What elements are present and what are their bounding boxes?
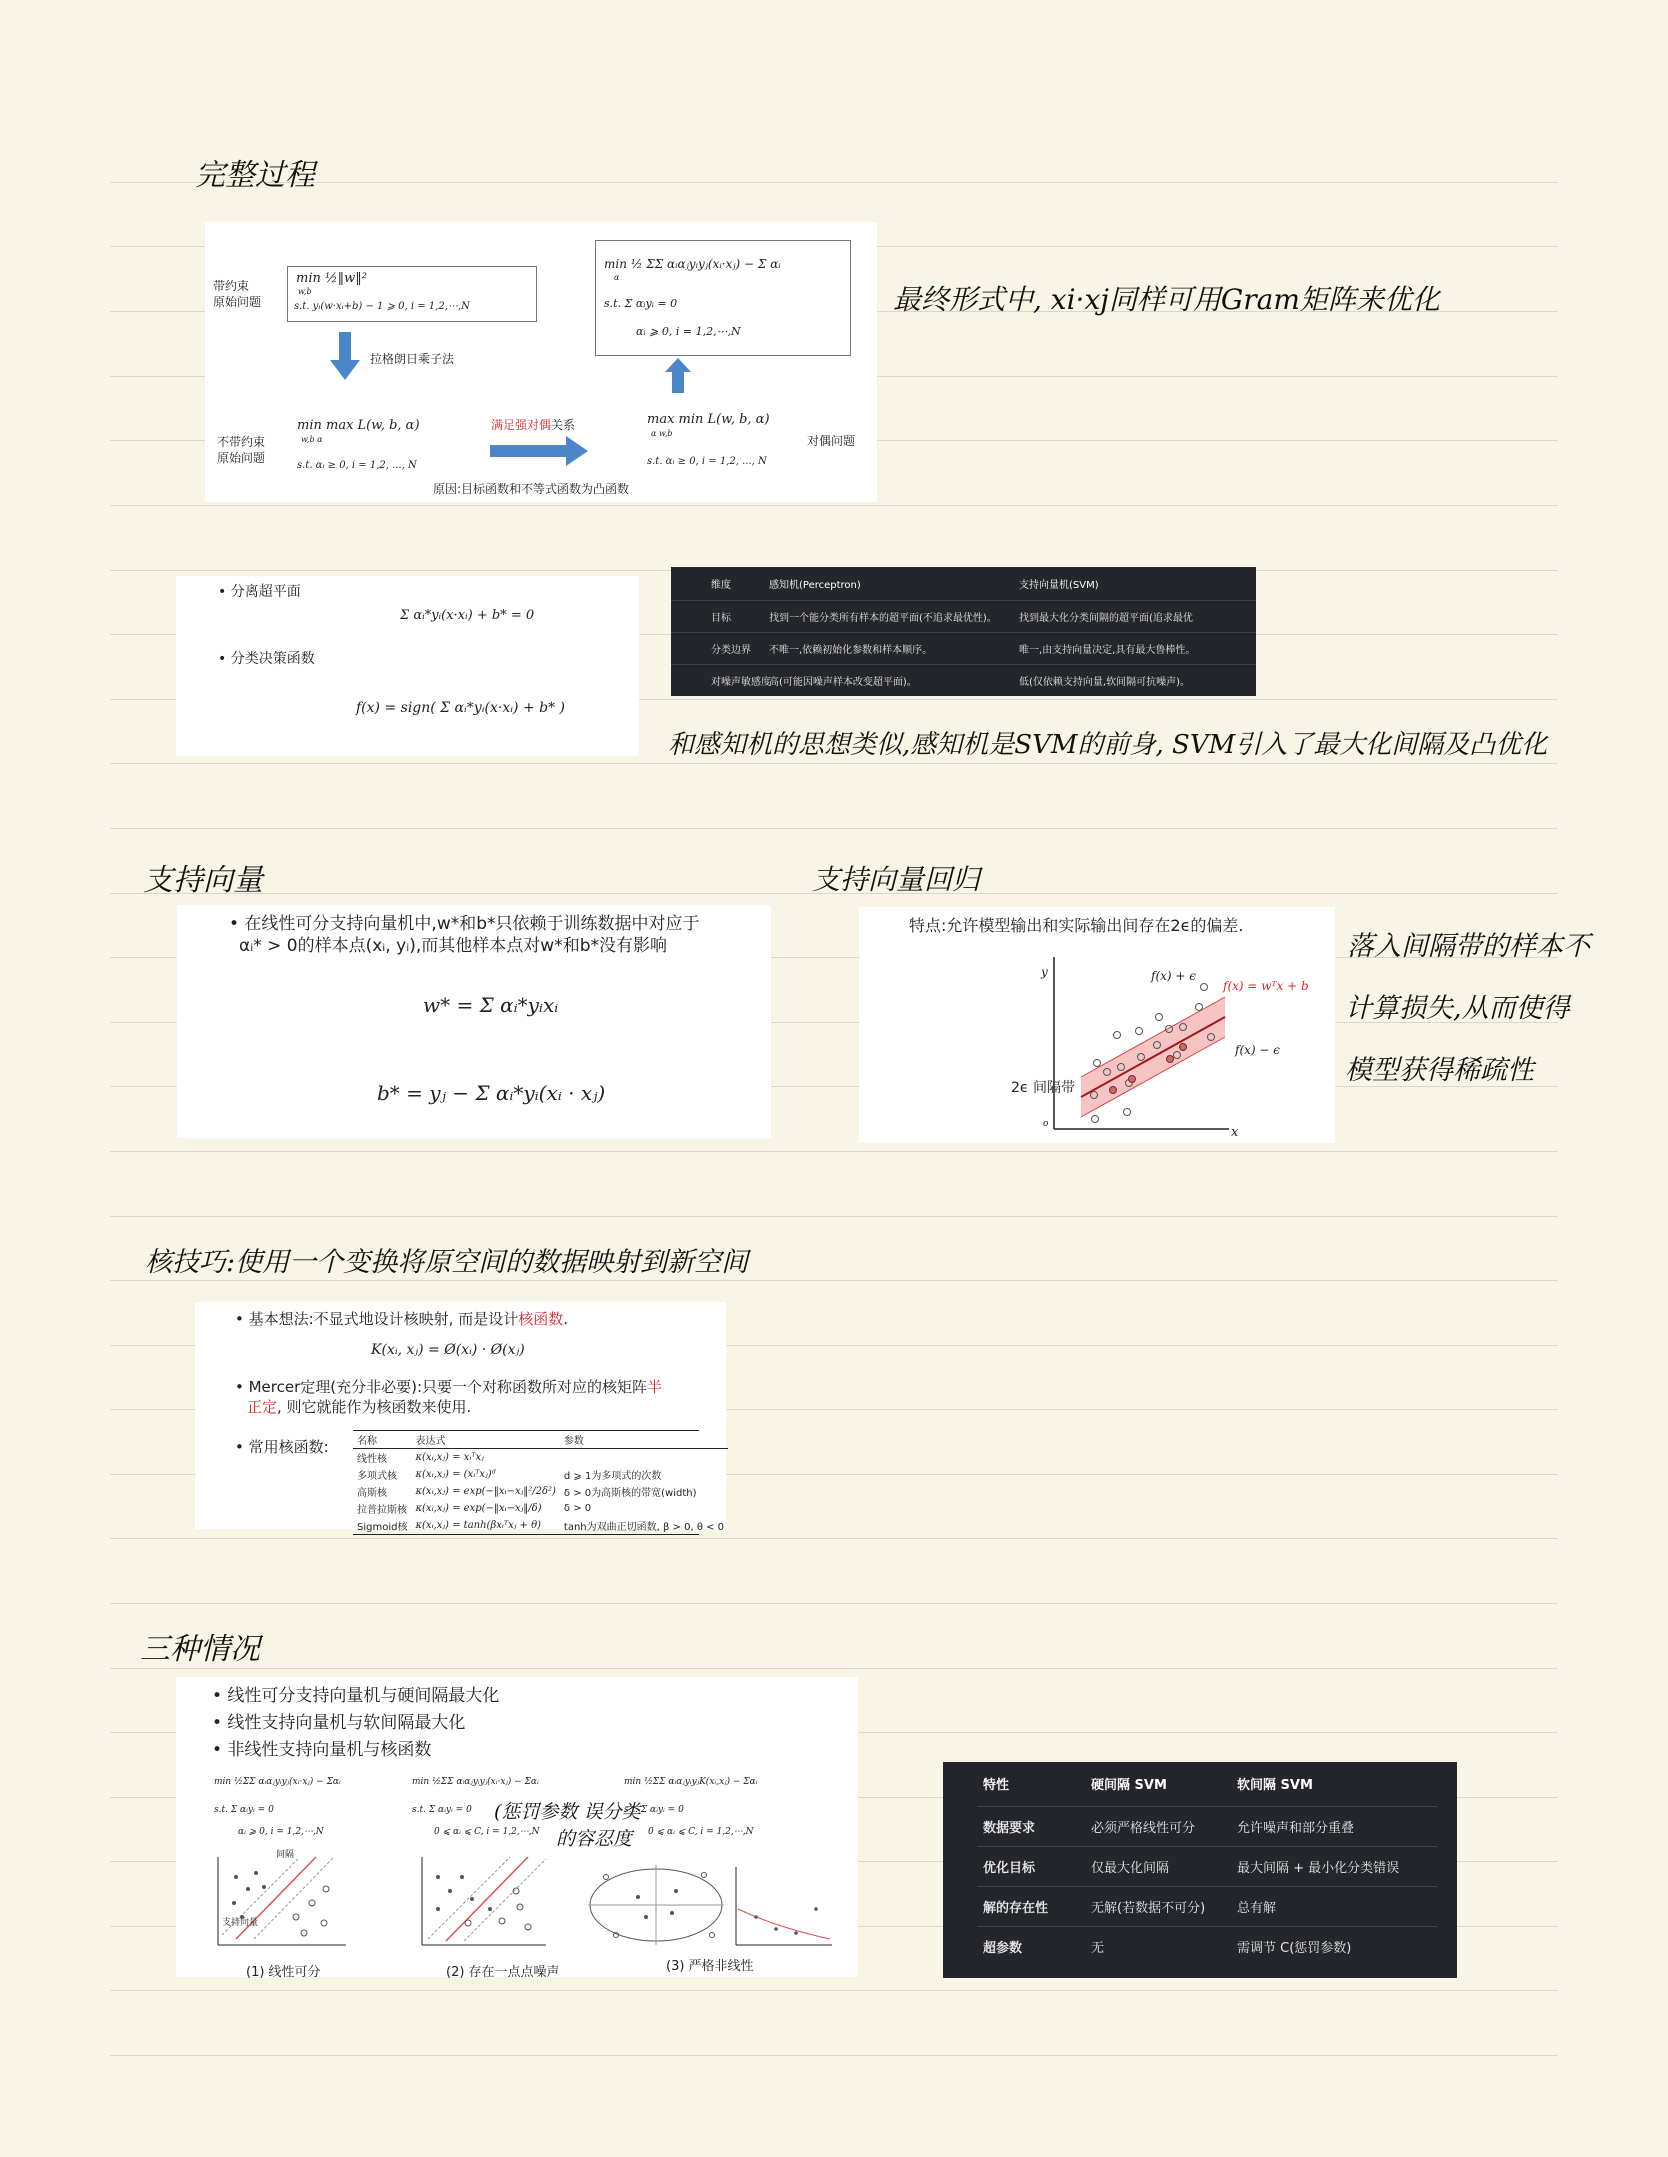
case-caption: (1) 线性可分 [246, 1965, 321, 1980]
table-cell: κ(xᵢ,xⱼ) = (xᵢᵀxⱼ)ᵈ [415, 1469, 496, 1480]
table-cell: 找到一个能分类所有样本的超平面(不追求最优性)。 [769, 612, 997, 624]
case3-bounds: 0 ⩽ αᵢ ⩽ C, i = 1,2,⋯,N [648, 1827, 754, 1837]
plot-slight-noise [422, 1857, 546, 1945]
svr-title: 特点:允许模型输出和实际输出间存在2ϵ的偏差. [909, 916, 1244, 935]
support-vector-text-2: αᵢ* > 0的样本点(xᵢ, yᵢ),而其他样本点对w*和b*没有影响 [239, 936, 667, 956]
ruled-line [110, 763, 1558, 764]
plot-nonlinear [588, 1865, 832, 1945]
table-header: 参数 [563, 1436, 584, 1447]
case1-objective: min ½ΣΣ αᵢαⱼyᵢyⱼ(xᵢ·xⱼ) − Σαᵢ [214, 1777, 341, 1787]
label-line: 原始问题 [217, 451, 266, 465]
table-cell: 超参数 [983, 1940, 1023, 1956]
equation-decision-function: f(x) = sign( Σ αᵢ*yᵢ(x·xᵢ) + b* ) [356, 700, 566, 716]
svr-axis-y-label: y [1041, 965, 1048, 979]
strong-duality-label [491, 416, 575, 433]
table-header: 软间隔 SVM [1237, 1778, 1313, 1794]
table-cell: 无解(若数据不可分) [1091, 1900, 1206, 1916]
section-heading-support-vectors: 支持向量 [143, 863, 263, 898]
case-gap-label: 间隔 [276, 1850, 295, 1860]
case-bullet: • 线性支持向量机与软间隔最大化 [212, 1713, 466, 1733]
note-svr-line: 模型获得稀疏性 [1345, 1055, 1534, 1086]
table-row [353, 1500, 728, 1517]
svr-axis-x-label: x [1231, 1125, 1239, 1140]
table-row [977, 1886, 1437, 1926]
final-variable: α [614, 273, 620, 282]
bullet-separating-hyperplane: • 分离超平面 [218, 584, 301, 600]
ruled-line [110, 1990, 1558, 1991]
table-cell: 分类边界 [711, 644, 751, 656]
ruled-line [110, 1538, 1558, 1539]
kernel-table [353, 1431, 728, 1534]
ruled-line [110, 1668, 1558, 1669]
kernel-idea-suffix: . [563, 1310, 569, 1328]
table-row [977, 1926, 1437, 1966]
table-cell [560, 1449, 728, 1467]
kernel-table-wrap [353, 1430, 725, 1535]
table-header: 硬间隔 SVM [1091, 1778, 1167, 1794]
table-cell: 必须严格线性可分 [1091, 1820, 1196, 1836]
section-heading-three-cases: 三种情况 [140, 1632, 260, 1667]
equation-hyperplane: Σ αᵢ*yᵢ(x·xᵢ) + b* = 0 [400, 608, 535, 623]
label-line: 原始问题 [213, 295, 262, 309]
ruled-line [110, 2055, 1558, 2056]
margin-table [977, 1762, 1437, 1966]
table-cell: 多项式核 [357, 1471, 397, 1482]
table-header: 支持向量机(SVM) [1019, 579, 1099, 591]
final-objective: min ½ ΣΣ αᵢαⱼyᵢyⱼ(xᵢ·xⱼ) − Σ αᵢ [604, 257, 781, 271]
table-cell: 优化目标 [983, 1860, 1036, 1876]
ruled-line [110, 182, 1558, 183]
mercer-suffix: , 则它就能作为核函数来使用. [277, 1398, 472, 1416]
table-row [671, 632, 1256, 664]
ruled-line [110, 1280, 1558, 1281]
table-cell: 总有解 [1237, 1900, 1277, 1916]
case2-constraint: s.t. Σ αᵢyᵢ = 0 [412, 1805, 472, 1815]
label-dual-problem: 对偶问题 [807, 434, 856, 448]
table-cell: d ⩾ 1为多项式的次数 [563, 1471, 662, 1482]
dual-problem-figure [205, 222, 877, 502]
table-header: 维度 [711, 579, 731, 591]
table-cell: κ(xᵢ,xⱼ) = exp(−‖xᵢ−xⱼ‖²/2δ²) [415, 1486, 556, 1497]
ruled-line [110, 505, 1558, 506]
case2-objective: min ½ΣΣ αᵢαⱼyᵢyⱼ(xᵢ·xⱼ) − Σαᵢ [412, 1777, 539, 1787]
section-heading-svr: 支持向量回归 [812, 863, 981, 896]
final-constraint-1: s.t. Σ αᵢyᵢ = 0 [604, 297, 678, 310]
table-cell: 高斯核 [357, 1488, 387, 1499]
mercer-line-2 [247, 1396, 471, 1417]
table-row [671, 600, 1256, 632]
support-vector-figure [177, 905, 771, 1138]
comparison-table [671, 567, 1256, 696]
right-arrow-icon [490, 436, 590, 466]
case2-bounds: 0 ⩽ αᵢ ⩽ C, i = 1,2,⋯,N [434, 1827, 540, 1837]
kernel-idea [235, 1308, 568, 1329]
support-vector-text-1: • 在线性可分支持向量机中,w*和b*只依赖于训练数据中对应于 [229, 914, 700, 934]
mercer-line-1 [235, 1376, 662, 1397]
table-header: 感知机(Perceptron) [769, 579, 861, 591]
case3-constraint: s.t. Σ αᵢyᵢ = 0 [624, 1805, 684, 1815]
table-cell: 最大间隔 + 最小化分类错误 [1237, 1860, 1400, 1876]
table-header: 表达式 [415, 1436, 446, 1447]
mercer-text: • Mercer定理(充分非必要):只要一个对称函数所对应的核矩阵 [235, 1378, 648, 1396]
constrained-problem-box [287, 266, 537, 322]
table-cell: 目标 [711, 612, 731, 624]
common-kernels-label: • 常用核函数: [235, 1438, 329, 1456]
kernel-figure [195, 1302, 726, 1533]
kernel-idea-text: • 基本想法:不显式地设计核映射, 而是设计 [235, 1310, 519, 1328]
case1-bounds: αᵢ ⩾ 0, i = 1,2,⋯,N [238, 1827, 324, 1837]
label-unconstrained [217, 434, 265, 466]
dual-constraint: s.t. αᵢ ≥ 0, i = 1,2, ..., N [647, 456, 767, 467]
table-row [353, 1466, 728, 1483]
plot-linearly-separable [218, 1857, 346, 1945]
constrained-variables: w,b [298, 287, 312, 296]
table-row [353, 1517, 728, 1534]
table-row [353, 1449, 728, 1467]
up-arrow-icon [665, 358, 691, 394]
table-cell: 需调节 C(惩罚参数) [1237, 1940, 1352, 1956]
table-header-row [977, 1762, 1437, 1806]
svr-label-lower: f(x) − ϵ [1235, 1043, 1280, 1057]
table-row [671, 664, 1256, 696]
table-cell: 唯一,由支持向量决定,具有最大鲁棒性。 [1019, 644, 1196, 656]
perceptron-vs-svm-table [671, 567, 1256, 696]
table-header-row [353, 1431, 728, 1449]
down-arrow-icon [330, 332, 360, 382]
constrained-constraint: s.t. yᵢ(w·xᵢ+b) − 1 ⩾ 0, i = 1,2,⋯,N [294, 301, 470, 312]
equation-b-star: b* = yⱼ − Σ αᵢ*yᵢ(xᵢ · xⱼ) [377, 1081, 606, 1105]
table-row [977, 1806, 1437, 1846]
lagrange-label: 拉格朗日乘子法 [370, 352, 455, 366]
svr-label-upper: f(x) + ϵ [1151, 969, 1196, 983]
section-heading-full-process: 完整过程 [195, 158, 315, 193]
table-cell: δ > 0为高斯核的带宽(width) [563, 1488, 697, 1499]
table-row [977, 1846, 1437, 1886]
svr-figure [859, 907, 1335, 1143]
table-cell: 解的存在性 [983, 1900, 1049, 1916]
three-cases-figure [176, 1677, 858, 1980]
table-cell: κ(xᵢ,xⱼ) = exp(−‖xᵢ−xⱼ‖/δ) [415, 1503, 542, 1514]
table-cell: 无 [1091, 1940, 1105, 1956]
ruled-line [110, 828, 1558, 829]
section-heading-kernel: 核技巧:使用一个变换将原空间的数据映射到新空间 [145, 1247, 749, 1278]
dual-variables: α w,b [651, 429, 673, 438]
svr-plot [859, 907, 1335, 1143]
table-header: 名称 [357, 1436, 377, 1447]
svr-label-fx: f(x) = wᵀx + b [1223, 979, 1309, 993]
ruled-line [110, 1151, 1558, 1152]
kernel-equation: K(xᵢ, xⱼ) = Ø(xᵢ) · Ø(xⱼ) [371, 1342, 525, 1358]
note-gram-matrix: 最终形式中, xi·xj同样可用Gram矩阵来优化 [893, 283, 1440, 316]
cases-plots [176, 1677, 858, 1977]
note-penalty-line: (惩罚参数 误分类 [494, 1801, 641, 1823]
table-header-row [671, 567, 1256, 600]
hard-vs-soft-margin-table [943, 1762, 1457, 1978]
table-row [353, 1483, 728, 1500]
note-svr-line: 落入间隔带的样本不 [1347, 931, 1590, 962]
table-cell: κ(xᵢ,xⱼ) = xᵢᵀxⱼ [415, 1452, 484, 1463]
table-cell: 高(可能因噪声样本改变超平面)。 [769, 676, 917, 688]
table-cell: Sigmoid核 [357, 1522, 408, 1533]
unconstrained-variables: w,b α [301, 435, 323, 444]
case-sv-label: 支持向量 [222, 1918, 259, 1928]
table-cell: tanh为双曲正切函数, β > 0, θ < 0 [563, 1522, 725, 1533]
label-line: 不带约束 [217, 435, 266, 449]
table-cell: 低(仅依赖支持向量,软间隔可抗噪声)。 [1019, 676, 1190, 688]
table-cell: 拉普拉斯核 [357, 1505, 407, 1516]
note-penalty-line: 的容忍度 [556, 1828, 633, 1850]
label-line: 带约束 [213, 279, 250, 293]
mercer-red: 正定 [247, 1398, 278, 1416]
note-svr-line: 计算损失,从而使得 [1345, 993, 1570, 1024]
case3-objective: min ½ΣΣ αᵢαⱼyᵢyⱼK(xᵢ,xⱼ) − Σαᵢ [624, 1777, 758, 1787]
unconstrained-objective: min max L(w, b, α) [297, 418, 420, 433]
table-cell: 线性核 [357, 1454, 387, 1465]
final-constraint-2: αᵢ ⩾ 0, i = 1,2,⋯,N [636, 325, 741, 338]
table-cell: 不唯一,依赖初始化参数和样本顺序。 [769, 644, 933, 656]
strong-duality-rest: 关系 [551, 418, 576, 432]
case-bullet: • 线性可分支持向量机与硬间隔最大化 [212, 1686, 500, 1706]
table-cell: 对噪声敏感度 [711, 676, 771, 688]
ruled-line [110, 1216, 1558, 1217]
constrained-objective: min ½‖w‖² [296, 271, 367, 286]
hyperplane-figure [176, 576, 639, 756]
case-caption: (3) 严格非线性 [666, 1959, 754, 1974]
bullet-decision-function: • 分类决策函数 [218, 651, 315, 667]
case-caption: (2) 存在一点点噪声 [446, 1965, 560, 1980]
equation-w-star: w* = Σ αᵢ*yᵢxᵢ [423, 993, 559, 1017]
note-perceptron: 和感知机的思想类似,感知机是SVM的前身, SVM引入了最大化间隔及凸优化 [668, 730, 1548, 760]
case1-constraint: s.t. Σ αᵢyᵢ = 0 [214, 1805, 274, 1815]
case-bullet: • 非线性支持向量机与核函数 [212, 1740, 432, 1760]
reason-caption: 原因:目标函数和不等式函数为凸函数 [433, 482, 630, 496]
table-cell: 数据要求 [983, 1820, 1036, 1836]
unconstrained-constraint: s.t. αᵢ ≥ 0, i = 1,2, ..., N [297, 460, 417, 471]
table-cell: δ > 0 [563, 1503, 592, 1514]
final-dual-box [595, 240, 851, 356]
ruled-line [110, 1603, 1558, 1604]
label-constrained [213, 278, 261, 310]
table-cell: 找到最大化分类间隔的超平面(追求最优 [1019, 612, 1193, 624]
dual-objective: max min L(w, b, α) [647, 412, 770, 427]
kernel-idea-red: 核函数 [518, 1310, 564, 1328]
svr-regression-line [1081, 1017, 1225, 1097]
table-cell: κ(xᵢ,xⱼ) = tanh(βxᵢᵀxⱼ + θ) [415, 1520, 542, 1531]
table-cell: 允许噪声和部分重叠 [1237, 1820, 1355, 1836]
strong-duality-red: 满足强对偶 [491, 418, 552, 432]
svr-origin-label: o [1043, 1119, 1049, 1129]
svr-label-band: 2ϵ 间隔带 [1011, 1080, 1075, 1096]
table-cell: 仅最大化间隔 [1091, 1860, 1170, 1876]
table-header: 特性 [983, 1778, 1010, 1794]
mercer-red: 半 [647, 1378, 663, 1396]
